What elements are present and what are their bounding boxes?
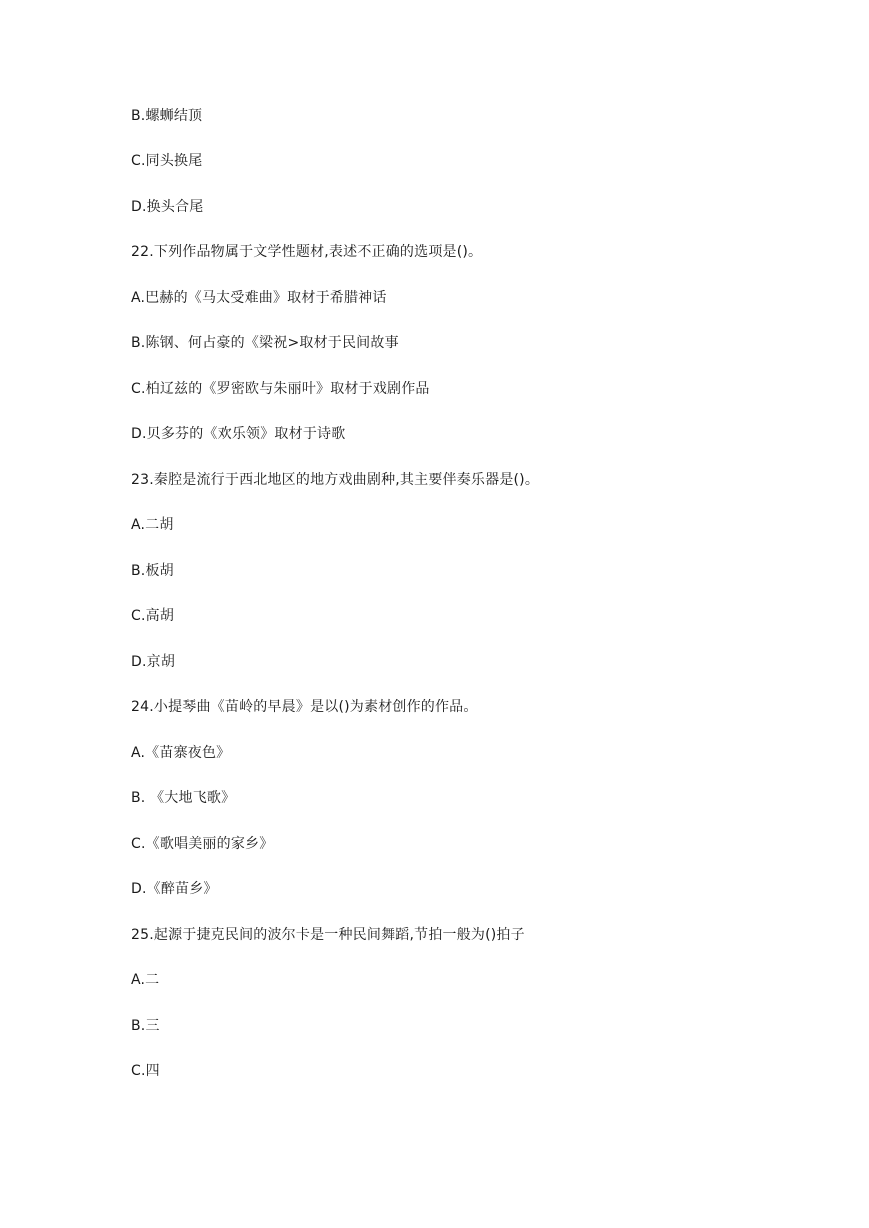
question-25: 25.起源于捷克民间的波尔卡是一种民间舞蹈,节拍一般为()拍子 <box>131 927 525 943</box>
question-24: 24.小提琴曲《苗岭的早晨》是以()为素材创作的作品。 <box>131 699 478 715</box>
option-23-a: A.二胡 <box>131 517 174 533</box>
option-25-b: B.三 <box>131 1018 160 1034</box>
option-25-c: C.四 <box>131 1063 160 1079</box>
option-23-d: D.京胡 <box>131 654 176 670</box>
option-22-b: B.陈钢、何占豪的《梁祝>取材于民间故事 <box>131 335 399 351</box>
option-22-a: A.巴赫的《马太受难曲》取材于希腊神话 <box>131 290 387 306</box>
question-23: 23.秦腔是流行于西北地区的地方戏曲剧种,其主要伴奏乐器是()。 <box>131 472 540 488</box>
option-23-b: B.板胡 <box>131 563 174 579</box>
option-24-b: B. 《大地飞歌》 <box>131 790 236 806</box>
option-24-c: C.《歌唱美丽的家乡》 <box>131 836 274 852</box>
option-24-d: D.《醉苗乡》 <box>131 881 218 897</box>
option-22-c: C.柏辽兹的《罗密欧与朱丽叶》取材于戏剧作品 <box>131 381 430 397</box>
option-23-c: C.高胡 <box>131 608 175 624</box>
option-21-c: C.同头换尾 <box>131 153 203 169</box>
option-24-a: A.《苗寨夜色》 <box>131 745 231 761</box>
option-22-d: D.贝多芬的《欢乐领》取材于诗歌 <box>131 426 346 442</box>
option-21-d: D.换头合尾 <box>131 199 204 215</box>
option-25-a: A.二 <box>131 972 160 988</box>
option-21-b: B.螺蛳结顶 <box>131 108 203 124</box>
question-22: 22.下列作品物属于文学性题材,表述不正确的选项是()。 <box>131 244 483 260</box>
